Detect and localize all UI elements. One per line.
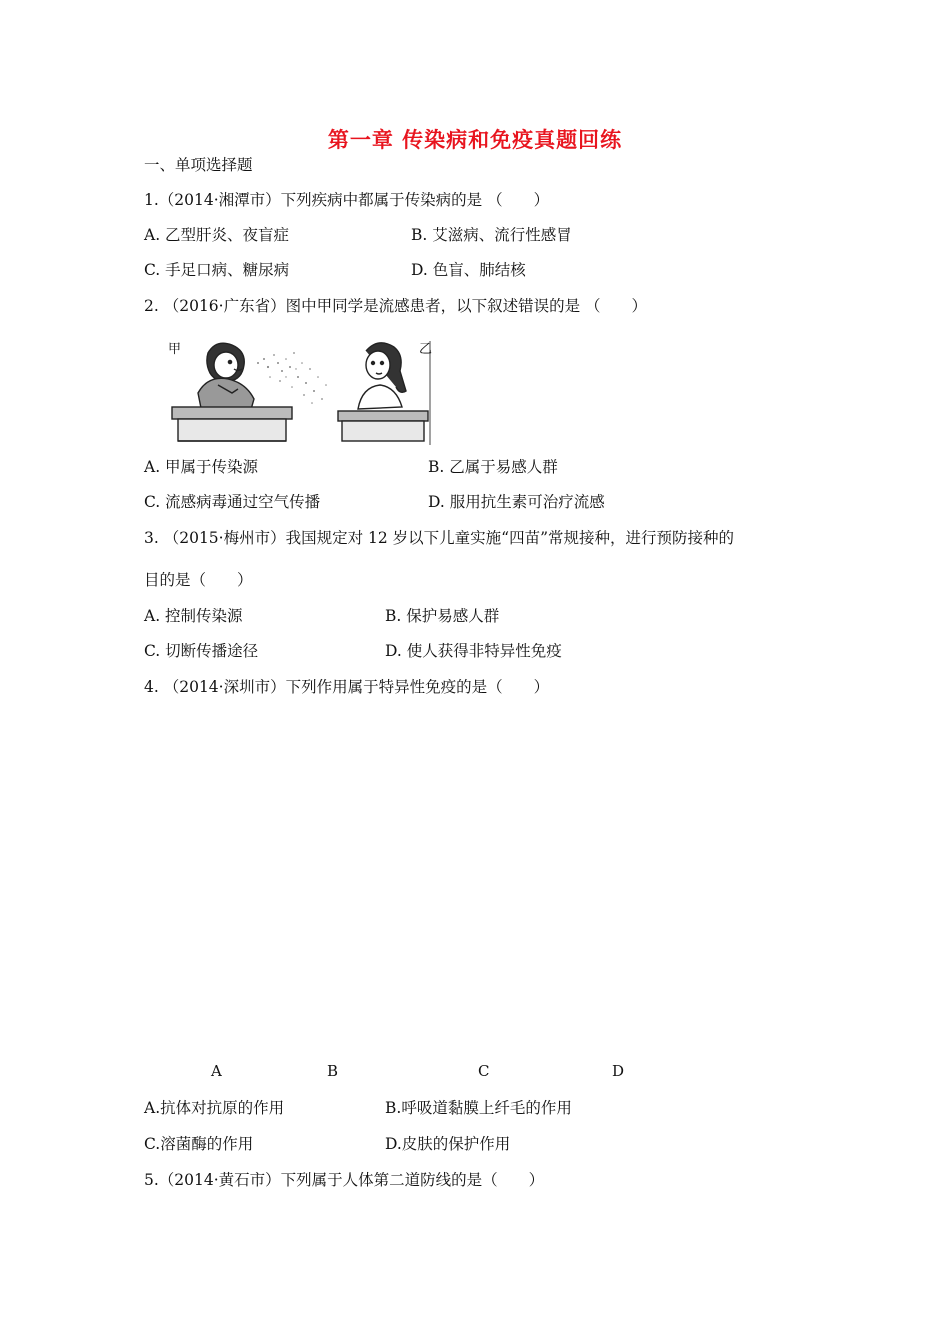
question-1-option-c: C. 手足口病、糖尿病: [144, 261, 290, 279]
right-desk: [338, 411, 428, 441]
girl-figure: [358, 343, 406, 409]
question-3-option-d: D. 使人获得非特异性免疫: [385, 642, 562, 660]
students-drawing: [168, 333, 436, 448]
left-desk: [172, 407, 292, 441]
question-4-stem: 4. （2014·深圳市）下列作用属于特异性免疫的是（ ）: [144, 678, 550, 696]
question-2-option-b: B. 乙属于易感人群: [428, 458, 558, 476]
section-heading: 一、单项选择题: [144, 156, 253, 174]
sneeze-spray: [257, 352, 327, 404]
question-5-stem: 5.（2014·黄石市）下列属于人体第二道防线的是（ ）: [144, 1171, 545, 1189]
question-4-option-a: A.抗体对抗原的作用: [144, 1099, 285, 1117]
question-1-option-a: A. 乙型肝炎、夜盲症: [144, 226, 290, 244]
question-3-option-a: A. 控制传染源: [144, 607, 243, 625]
question-3-option-b: B. 保护易感人群: [385, 607, 500, 625]
figure-label-yi: 乙: [419, 342, 433, 357]
question-4-option-c: C.溶菌酶的作用: [144, 1135, 254, 1153]
question-3-stem-line2: 目的是（ ）: [144, 571, 253, 589]
question-2-stem: 2. （2016·广东省）图中甲同学是流感患者，以下叙述错误的是 （ ）: [144, 297, 648, 315]
question-1-stem: 1.（2014·湘潭市）下列疾病中都属于传染病的是 （ ）: [144, 191, 550, 209]
figure-label-jia: 甲: [168, 342, 182, 357]
question-4-option-b: B.呼吸道黏膜上纤毛的作用: [385, 1099, 572, 1117]
image-label-c: C: [478, 1062, 490, 1080]
image-label-d: D: [612, 1062, 625, 1080]
question-3-option-c: C. 切断传播途径: [144, 642, 259, 660]
question-1-option-b: B. 艾滋病、流行性感冒: [411, 226, 572, 244]
question-2-option-d: D. 服用抗生素可治疗流感: [428, 493, 605, 511]
question-4-option-d: D.皮肤的保护作用: [385, 1135, 511, 1153]
question-2-option-a: A. 甲属于传染源: [144, 458, 259, 476]
boy-figure: [198, 343, 254, 413]
page-title: 第一章 传染病和免疫真题回练: [327, 127, 623, 152]
question-2-option-c: C. 流感病毒通过空气传播: [144, 493, 321, 511]
image-label-a: A: [211, 1062, 222, 1080]
image-label-b: B: [327, 1062, 339, 1080]
question-3-stem-line1: 3. （2015·梅州市）我国规定对 12 岁以下儿童实施“四苗”常规接种，进行预防接种的: [144, 529, 735, 547]
question-1-option-d: D. 色盲、肺结核: [411, 261, 526, 279]
sneezing-illustration: [168, 333, 436, 448]
